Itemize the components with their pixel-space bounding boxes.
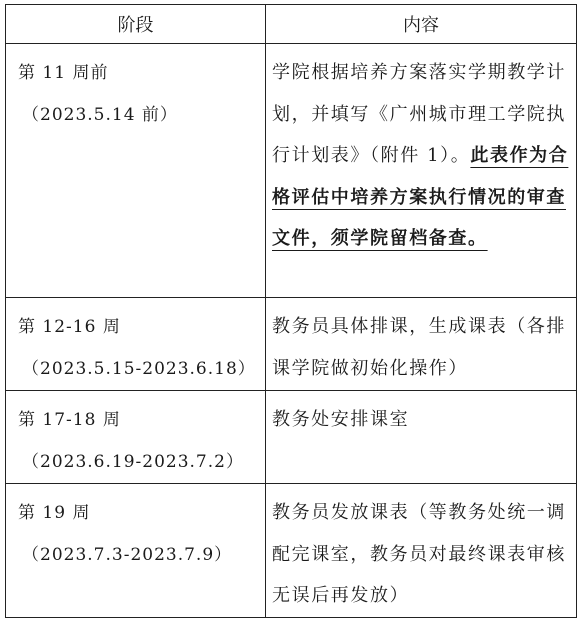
table-row	[6, 484, 577, 618]
stage-week: 第 19 周	[18, 503, 91, 523]
header-stage: 阶段	[6, 5, 266, 44]
stage-cell	[6, 484, 266, 618]
table-row	[6, 298, 577, 391]
header-content: 内容	[266, 5, 577, 44]
stage-cell	[6, 44, 266, 298]
stage-cell	[6, 298, 266, 391]
stage-dates: （2023.6.19-2023.7.2）	[22, 452, 244, 472]
stage-dates: （2023.7.3-2023.7.9）	[22, 545, 233, 565]
content-cell	[266, 298, 577, 391]
header-row	[6, 5, 577, 44]
stage-cell	[6, 391, 266, 484]
stage-week: 第 12-16 周	[18, 317, 121, 337]
content-cell	[266, 391, 577, 484]
content-cell	[266, 44, 577, 298]
stage-dates: （2023.5.14 前）	[22, 105, 178, 125]
stage-week: 第 11 周前	[18, 63, 109, 83]
schedule-table	[5, 4, 577, 618]
content-text: 教务员具体排课，生成课表（各排课学院做初始化操作）	[272, 316, 566, 379]
content-text: 教务员发放课表（等教务处统一调配完课室，教务员对最终课表审核无误后再发放）	[272, 502, 566, 606]
content-cell	[266, 484, 577, 618]
content-text: 教务处安排课室	[272, 409, 410, 430]
content-emphasis: 此表作为合格评估中培养方案执行情况的审查文件，须学院留档备查。	[272, 145, 569, 249]
stage-week: 第 17-18 周	[18, 410, 121, 430]
table-row	[6, 391, 577, 484]
content-text: 学院根据培养方案落实学期教学计划，并填写《广州城市理工学院执行计划表》（附件 1）。	[272, 62, 566, 166]
table-row	[6, 44, 577, 298]
stage-dates: （2023.5.15-2023.6.18）	[22, 359, 256, 379]
